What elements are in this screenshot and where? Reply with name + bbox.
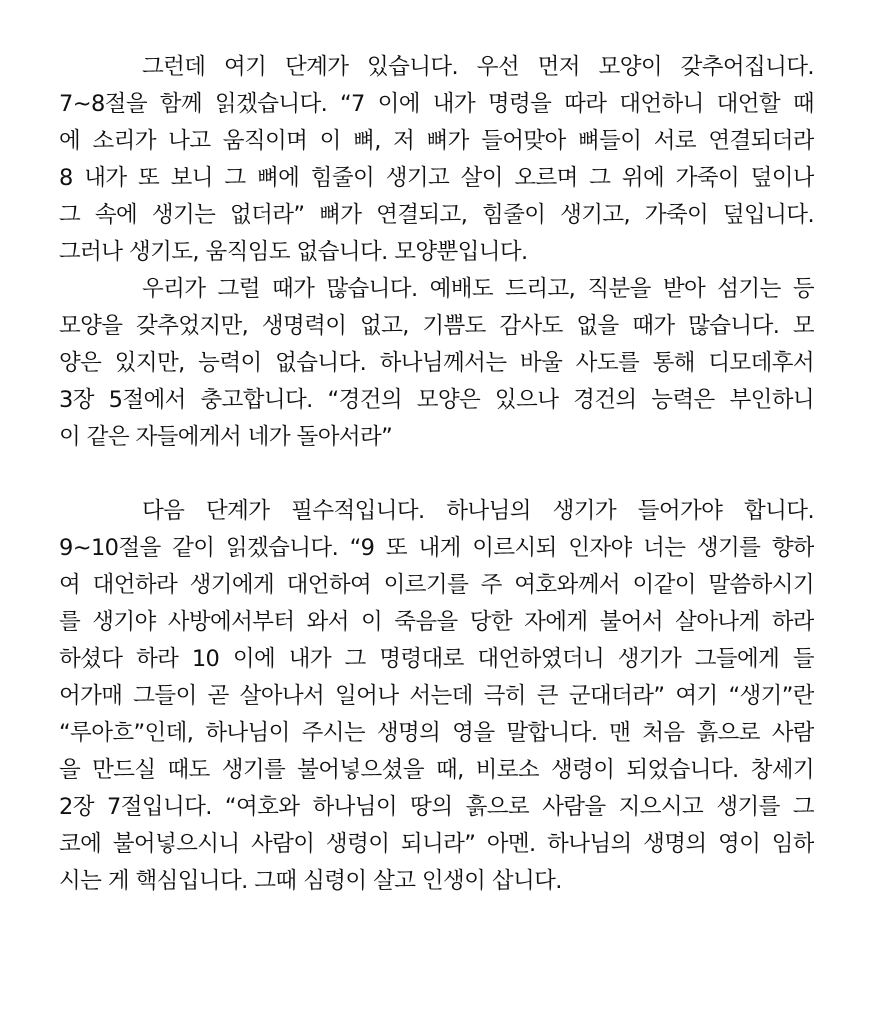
text-line: “루아흐”인데, 하나님이 주시는 생명의 영을 말합니다. 맨 처음 흙으로 사람 [59, 720, 814, 746]
text-line: 우리가 그럴 때가 많습니다. 예배도 드리고, 직분을 받아 섬기는 등 [142, 276, 814, 302]
text-line: 시는 게 핵심입니다. 그때 심령이 살고 인생이 삽니다. [59, 868, 562, 894]
text-line: 에 소리가 나고 움직이며 이 뼈, 저 뼈가 들어맞아 뼈들이 서로 연결되더라 [59, 128, 814, 154]
text-line: 어가매 그들이 곧 살아나서 일어나 서는데 극히 큰 군대더라” 여기 “생기”란 [59, 683, 814, 709]
text-line: 여 대언하라 생기에게 대언하여 이르기를 주 여호와께서 이같이 말씀하시기 [59, 572, 814, 598]
text-line: 9~10절을 같이 읽겠습니다. “9 또 내게 이르시되 인자야 너는 생기를 향하 [59, 535, 814, 561]
text-line: 그런데 여기 단계가 있습니다. 우선 먼저 모양이 갖추어집니다. [142, 54, 814, 80]
text-line: 3장 5절에서 충고합니다. “경건의 모양은 있으나 경건의 능력은 부인하니 [59, 387, 814, 413]
text-line: 모양을 갖추었지만, 생명력이 없고, 기쁨도 감사도 없을 때가 많습니다. 모 [59, 313, 814, 339]
text-line: 7~8절을 함께 읽겠습니다. “7 이에 내가 명령을 따라 대언하니 대언할 때 [59, 91, 814, 117]
text-line: 그 속에 생기는 없더라” 뼈가 연결되고, 힘줄이 생기고, 가죽이 덮입니다. [59, 202, 814, 228]
text-line: 그러나 생기도, 움직임도 없습니다. 모양뿐입니다. [59, 239, 528, 265]
text-line: 을 만드실 때도 생기를 불어넣으셨을 때, 비로소 생령이 되었습니다. 창세기 [59, 757, 814, 783]
text-line: 다음 단계가 필수적입니다. 하나님의 생기가 들어가야 합니다. [142, 498, 814, 524]
text-line: 8 내가 또 보니 그 뼈에 힘줄이 생기고 살이 오르며 그 위에 가죽이 덮이나 [59, 165, 814, 191]
text-line: 2장 7절입니다. “여호와 하나님이 땅의 흙으로 사람을 지으시고 생기를 그 [59, 794, 814, 820]
paragraph-2 [59, 271, 814, 456]
text-line: 를 생기야 사방에서부터 와서 이 죽음을 당한 자에게 불어서 살아나게 하라 [59, 609, 814, 635]
text-line: 이 같은 자들에게서 네가 돌아서라” [59, 424, 393, 450]
text-line: 코에 불어넣으시니 사람이 생령이 되니라” 아멘. 하나님의 생명의 영이 임하 [59, 831, 814, 857]
text-line: 양은 있지만, 능력이 없습니다. 하나님께서는 바울 사도를 통해 디모데후서 [59, 350, 814, 376]
paragraph-1 [59, 49, 814, 271]
text-line: 하셨다 하라 10 이에 내가 그 명령대로 대언하였더니 생기가 그들에게 들 [59, 646, 814, 672]
paragraph-gap [59, 456, 814, 493]
paragraph-3 [59, 493, 814, 900]
